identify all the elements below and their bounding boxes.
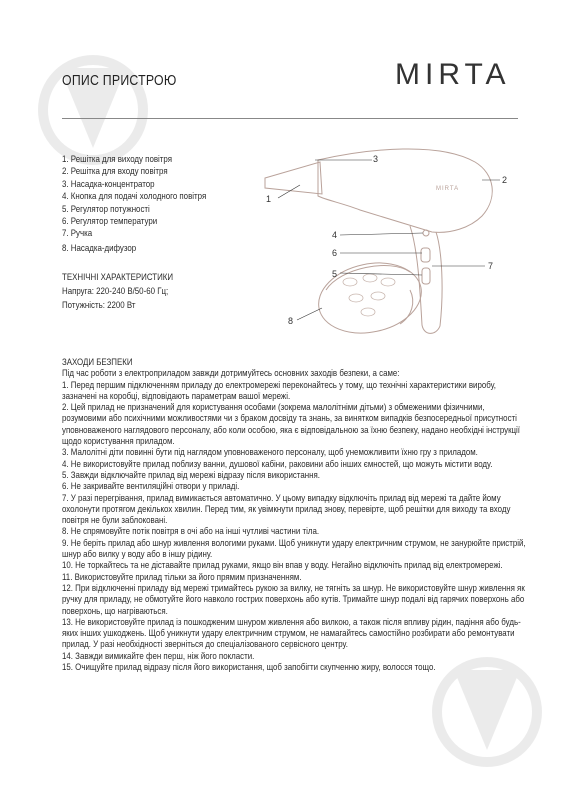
callout-label: 8	[288, 316, 294, 326]
safety-section	[62, 357, 531, 673]
power-switch	[422, 268, 430, 284]
temperature-switch	[421, 248, 430, 262]
safety-item: 5. Завжди відключайте прилад від мережі відразу після використання.	[62, 469, 320, 480]
hair-dryer-diagram	[260, 140, 520, 340]
safety-item: 1. Перед першим підключенням приладу до електромережі переконайтесь у тому, що технічні характеристики виробу, зазначені на коробці, відповідають параметрам вашої мережі.	[62, 379, 496, 401]
safety-item: 12. При відключенні приладу від мережі тримайтесь рукою за вилку, не тягніть за шнур. Не використовуйте шнур живлення як ручку для приладу, не обмотуйте його навколо гострих поверхонь або кутів. Тримайте шнур подалі від гарячих поверхонь або поверхонь, що нагріваються.	[62, 582, 525, 616]
specs-heading: ТЕХНІЧНІ ХАРАКТЕРИСТИКИ	[62, 272, 174, 282]
safety-item: 9. Не беріть прилад або шнур живлення вологими руками. Щоб уникнути удару електричним струмом, не занурюйте пристрій, шнур або вилку у воду або в іншу рідину.	[62, 537, 526, 560]
safety-item: 14. Завжди вимикайте фен перш, ніж його покласти.	[62, 650, 255, 661]
safety-item: 6. Не закривайте вентиляційні отвори у приладі.	[62, 481, 240, 492]
callout-label: 2	[502, 175, 508, 185]
safety-item: 7. У разі перегрівання, прилад вимикається автоматично. У цьому випадку відключіть прилад від мережі та дайте йому охолонути протягом декількох хвилин. Перед тим, як увімкнути прилад знову, перевірте, щоб решітки для виходу та входу повітря не були заблоковані.	[62, 492, 511, 526]
parts-list-item: 8. Насадка-дифузор	[62, 242, 137, 253]
parts-list-item: 5. Регулятор потужності	[62, 203, 150, 214]
callout-label: 3	[373, 154, 379, 164]
safety-item: 13. Не використовуйте прилад із пошкодженим шнуром живлення або вилкою, а також після впливу рідин, падіння або будь-яких інших ушкоджень. Щоб уникнути удару електричним струмом, не намагайтесь самостійно розбирати або ремонтувати прилад. У разі необхідності зверніться до спеціалізованого сервісного центру.	[62, 616, 521, 650]
safety-item: 10. Не торкайтесь та не діставайте прилад руками, якщо він впав у воду. Негайно відключіть прилад від електромережі.	[62, 560, 503, 571]
parts-list	[62, 153, 206, 254]
specs-block	[62, 270, 173, 313]
callout-label: 5	[332, 269, 338, 279]
callout-label: 4	[332, 230, 338, 240]
callout-label: 6	[332, 248, 338, 258]
parts-list-item: 7. Ручка	[62, 228, 93, 239]
safety-item: 15. Очищуйте прилад відразу після його використання, щоб запобігти скупченню жиру, волосся тощо.	[62, 662, 436, 673]
cool-shot-button	[423, 230, 429, 236]
callout-label: 1	[266, 194, 272, 204]
safety-item: 3. Малолітні діти повинні бути під наглядом уповноваженого персоналу, щоб унеможливити їхню гру з приладом.	[62, 447, 478, 458]
page-title: ОПИС ПРИСТРОЮ	[62, 72, 177, 89]
safety-item: 8. Не спрямовуйте потік повітря в очі або на інші чутливі частини тіла.	[62, 526, 320, 537]
dryer-handle	[410, 226, 442, 333]
parts-list-item: 1. Решітка для виходу повітря	[62, 154, 173, 164]
specs-power: Потужність: 2200 Вт	[62, 300, 136, 311]
concentrator-nozzle	[265, 162, 322, 194]
specs-voltage: Напруга: 220-240 В/50-60 Гц;	[62, 286, 169, 297]
dryer-body-brand: MIRTA	[436, 186, 460, 192]
dryer-body	[318, 149, 492, 232]
safety-intro: Під час роботи з електроприладом завжди дотримуйтесь основних заходів безпеки, а саме:	[62, 368, 400, 379]
callout-label: 7	[488, 261, 494, 271]
parts-list-item: 4. Кнопка для подачі холодного повітря	[62, 191, 207, 202]
safety-heading: ЗАХОДИ БЕЗПЕКИ	[62, 357, 133, 367]
parts-list-item: 2. Решітка для входу повітря	[62, 166, 168, 177]
safety-item: 11. Використовуйте прилад тільки за його прямим призначенням.	[62, 571, 302, 582]
parts-list-item: 6. Регулятор температури	[62, 216, 158, 227]
parts-list-item: 3. Насадка-концентратор	[62, 178, 155, 189]
header-divider	[62, 118, 518, 119]
safety-item: 2. Цей прилад не призначений для користування особами (зокрема малолітніми дітьми) з обмеженими фізичними, розумовими або психічними можливостями чи з браком досвіду та знань, за винятком випадків безпосередньої присутності уповноваженого наглядового персоналу, або коли особою, яка є відповідальною за їхню безпеку, надано необхідні інструкції щодо користування приладом.	[62, 402, 521, 447]
safety-item: 4. Не використовуйте прилад поблизу ванни, душової кабіни, раковини або інших ємностей, що можуть містити воду.	[62, 458, 493, 469]
brand-logo-text: MIRTA	[395, 58, 511, 91]
